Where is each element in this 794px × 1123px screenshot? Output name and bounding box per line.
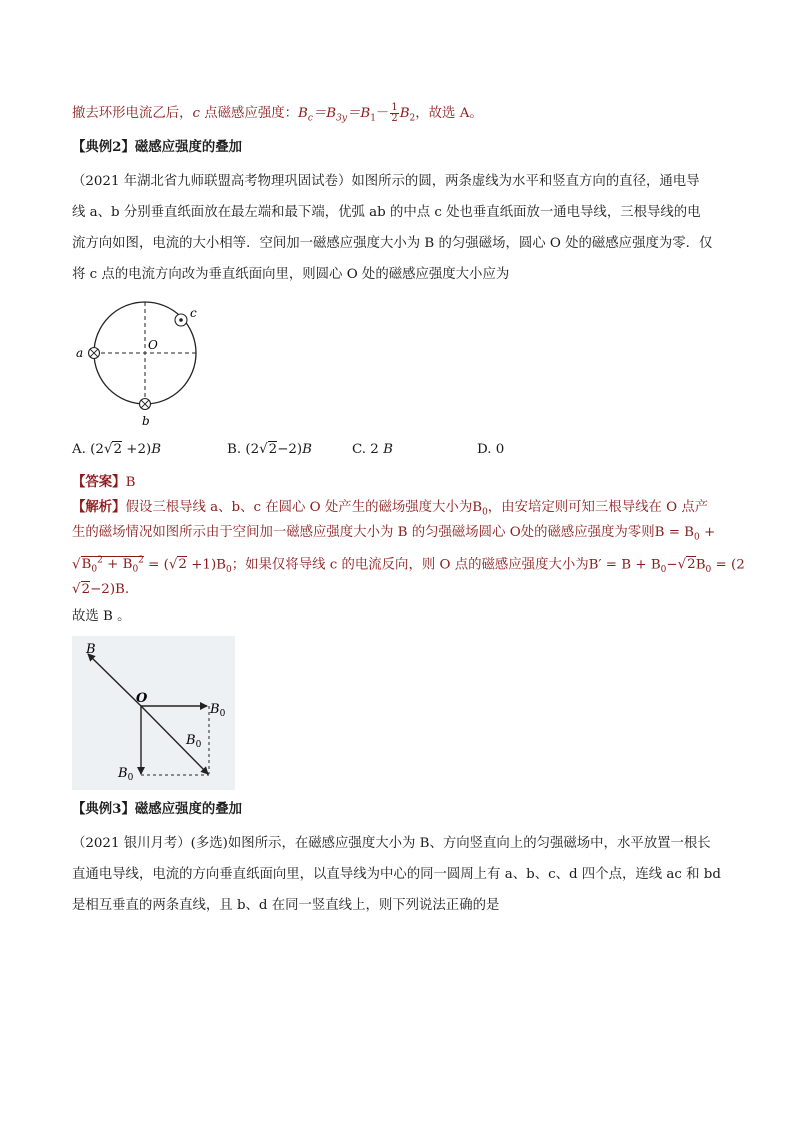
analysis-label: 【解析】 [72, 499, 126, 515]
vector-diagram [72, 636, 235, 790]
analysis-line-1 [72, 497, 708, 523]
label-b: B [86, 642, 96, 657]
option-text: −2) [277, 442, 303, 457]
sqrt-radicand: 2 [178, 557, 187, 573]
sqrt-sign: √ [103, 442, 113, 457]
analysis-text: = ( [143, 557, 169, 573]
formula-eq: ＝B [346, 106, 371, 121]
sqrt-radicand [81, 556, 144, 576]
sqrt-radicand: 2 [268, 442, 278, 457]
conclusion-line: 故选 B 。 [72, 609, 131, 624]
label-o: O [148, 338, 158, 352]
intro-formula-line [72, 103, 483, 129]
option-text: +2) [122, 442, 152, 457]
option-var: B [383, 442, 393, 457]
answer-label: 【答案】 [72, 474, 126, 490]
example2-question-line: 将 c 点的电流方向改为垂直纸面向里，则圆心 O 处的磁感应强度大小应为 [72, 267, 510, 282]
analysis-sub: 0 [660, 565, 667, 576]
analysis-text: ；如果仅将导线 c 的电流反向，则 O 点的磁感应强度大小为B′ = B + B [231, 557, 661, 573]
option-c [352, 442, 393, 457]
analysis-sub: 0 [482, 507, 488, 518]
option-text: B. (2 [227, 442, 260, 457]
analysis-sub: 0 [226, 565, 232, 576]
intro-text-mid: 点磁感应强度： [200, 106, 299, 121]
example2-question-line: 线 a、b 分别垂直纸面放在最左端和最下端，优弧 ab 的中点 c 处也垂直纸面放一通电导线，三根导线的电 [72, 205, 701, 220]
label-b0-right: $B_0$ [210, 702, 226, 719]
wire-b-cross-icon [140, 399, 151, 410]
analysis-text: −2)B. [90, 582, 130, 597]
example2-heading: 【典例2】磁感应强度的叠加 [72, 139, 243, 155]
analysis-sub: 0 [694, 532, 700, 543]
option-var: B [151, 442, 162, 457]
option-b [227, 442, 312, 457]
sqrt-sign: √ [72, 582, 81, 597]
example2-question-line: （2021 年湖北省九师联盟高考物理巩固试卷）如图所示的圆，两条虚线为水平和竖直方向的直径，通电导 [72, 174, 700, 189]
var-c: c [192, 106, 201, 121]
answer-value: B [125, 475, 136, 490]
analysis-text: + B [102, 557, 133, 573]
option-text: C. 2 [352, 442, 384, 457]
intro-tail: ，故选 A。 [415, 106, 483, 121]
sqrt-sign: √ [677, 557, 687, 573]
analysis-sub: 0 [705, 565, 712, 576]
sqrt-sign: √ [259, 442, 268, 457]
option-var: B [302, 442, 312, 457]
sqrt-sign: √ [72, 557, 81, 573]
label-b0-down: $B_0$ [118, 766, 134, 783]
example2-question-line: 流方向如图，电流的大小相等．空间加一磁感应强度大小为 B 的匀强磁场，圆心 O 处的磁感应强度为零．仅 [72, 236, 713, 251]
label-b0-diag: $B_0$ [186, 733, 202, 750]
label-c: c [190, 306, 197, 320]
option-a [72, 442, 161, 457]
vector-figure-panel [72, 636, 235, 790]
analysis-line-4 [72, 580, 129, 600]
example3-question-line: 是相互垂直的两条直线，且 b、d 在同一竖直线上，则下列说法正确的是 [72, 898, 500, 913]
wire-a-cross-icon [89, 348, 100, 359]
label-a: a [76, 346, 84, 360]
intro-text: 撤去环形电流乙后， [72, 106, 193, 121]
vector-b-arrow [88, 654, 141, 706]
analysis-sub: 0 [91, 565, 98, 576]
example3-heading: 【典例3】磁感应强度的叠加 [72, 801, 243, 817]
label-b: b [142, 414, 150, 428]
analysis-sub: 0 [132, 565, 139, 576]
option-d: D. 0 [477, 442, 505, 457]
analysis-text: B [81, 557, 92, 573]
answer-line [72, 472, 135, 493]
circle-wires-figure [72, 295, 212, 435]
sqrt-radicand: 2 [81, 582, 91, 597]
analysis-line-3 [72, 551, 745, 580]
formula-sub: 1 [370, 113, 376, 124]
analysis-text: + [699, 525, 716, 540]
analysis-line-2 [72, 523, 715, 548]
formula-b: B [399, 106, 410, 121]
example3-question-line: （2021 银川月考）(多选)如图所示，在磁感应强度大小为 B、方向竖直向上的匀强磁场中，水平放置一根长 [72, 836, 711, 851]
fraction-half [390, 103, 398, 124]
sqrt-sign: √ [168, 557, 178, 573]
sqrt-radicand: 2 [687, 557, 696, 573]
formula-sub: 3y [336, 113, 347, 124]
analysis-text: = (2 [711, 557, 745, 573]
example3-question-line: 直通电导线，电流的方向垂直纸面向里，以直导线为中心的同一圆周上有 a、b、c、d 四个点，连线 ac 和 bd [72, 867, 721, 882]
formula-minus: － [375, 106, 390, 121]
formula-eq: ＝B [312, 106, 337, 121]
analysis-text: − [666, 557, 678, 573]
analysis-text: 假设三根导线 a、b、c 在圆心 O 处产生的磁场强度大小为B [125, 500, 483, 515]
analysis-sup: 2 [97, 556, 103, 566]
formula-b: B [298, 106, 308, 121]
analysis-text: 生的磁场情况如图所示由于空间加一磁感应强度大小为 B 的匀强磁场圆心 O处的磁感应强度为零则B = B [72, 525, 695, 540]
analysis-text: B [695, 557, 706, 573]
analysis-text: +1)B [186, 557, 227, 573]
formula-sub: 2 [409, 113, 416, 124]
label-o: O [136, 691, 148, 706]
fraction-num: 1 [391, 102, 398, 113]
fraction-den: 2 [391, 113, 398, 124]
analysis-sup: 2 [138, 556, 144, 566]
formula-sub: c [307, 113, 313, 124]
sqrt-radicand: 2 [113, 442, 123, 457]
analysis-text: ，由安培定则可知三根导线在 O 点产 [487, 500, 709, 515]
wire-c-dot-icon [175, 314, 187, 326]
option-text: A. (2 [72, 442, 104, 457]
